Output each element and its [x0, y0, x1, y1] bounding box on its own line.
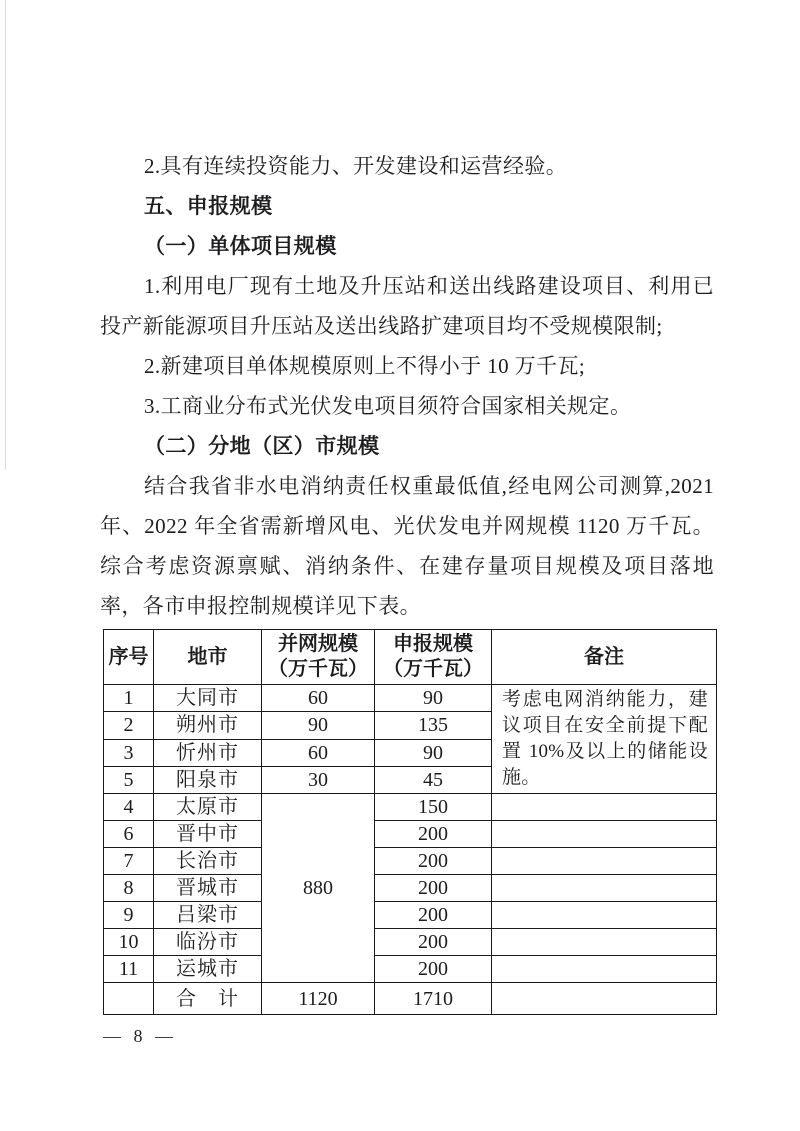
subsection-heading-2-regional-scale: （二）分地（区）市规模: [144, 434, 380, 458]
table-row-linfen: [104, 929, 717, 956]
header-cell-grid-scale: [262, 630, 375, 685]
remark-note-cell: 考虑电网消纳能力，建议项目在安全前提下配置 10%及以上的储能设施。: [492, 685, 717, 794]
cell-remark-empty: [492, 902, 717, 929]
cell-no: 10: [104, 929, 154, 956]
cell-no: 3: [104, 739, 154, 766]
cell-no: 7: [104, 848, 154, 875]
cell-no-empty: [104, 983, 154, 1015]
cell-city: 朔州市: [154, 712, 262, 739]
cell-apply: 150: [375, 794, 492, 821]
table-row-datong: [104, 685, 717, 712]
cell-city: 运城市: [154, 956, 262, 983]
subsection-heading-1-single-project-scale: （一）单体项目规模: [144, 234, 337, 258]
header-apply-unit: （万千瓦）: [383, 658, 483, 680]
header-grid-title: 并网规模: [278, 633, 358, 655]
cell-city: 大同市: [154, 685, 262, 712]
table-row-yuncheng: [104, 956, 717, 983]
cell-apply: 135: [375, 712, 492, 739]
cell-remark-empty: [492, 983, 717, 1015]
table-row-lvliang: [104, 902, 717, 929]
table-header-row: [104, 630, 717, 685]
cell-city: 太原市: [154, 794, 262, 821]
cell-no: 2: [104, 712, 154, 739]
cell-apply: 45: [375, 766, 492, 793]
cell-remark-empty: [492, 848, 717, 875]
cell-no: 5: [104, 766, 154, 793]
cell-total-label: 合 计: [154, 983, 262, 1015]
cell-apply: 200: [375, 902, 492, 929]
cell-no: 9: [104, 902, 154, 929]
cell-no: 4: [104, 794, 154, 821]
scan-artifact-line: [5, 0, 6, 470]
header-cell-remark: 备注: [492, 630, 717, 685]
cell-apply: 90: [375, 739, 492, 766]
cell-apply: 200: [375, 929, 492, 956]
paragraph-item1-existing-plant: 1.利用电厂现有土地及升压站和送出线路建设项目、利用已投产新能源项目升压站及送出线路扩建项目均不受规模限制;: [100, 274, 714, 338]
cell-city: 忻州市: [154, 739, 262, 766]
table-row-total: [104, 983, 717, 1015]
paragraph-investment-capability: 2.具有连续投资能力、开发建设和运营经验。: [144, 154, 568, 178]
document-body: [100, 146, 714, 1015]
paragraph-item2-min-scale: 2.新建项目单体规模原则上不得小于 10 万千瓦;: [144, 354, 586, 378]
section-heading-5-declaration-scale: 五、申报规模: [144, 194, 273, 218]
cell-city: 晋城市: [154, 875, 262, 902]
cell-total-apply: 1710: [375, 983, 492, 1015]
header-apply-title: 申报规模: [393, 633, 473, 655]
cell-city: 阳泉市: [154, 766, 262, 793]
city-quota-table: [103, 629, 717, 1015]
page-number: — 8 —: [103, 1026, 174, 1046]
table-row-taiyuan: [104, 794, 717, 821]
cell-apply: 200: [375, 875, 492, 902]
cell-remark-empty: [492, 929, 717, 956]
cell-apply: 200: [375, 956, 492, 983]
cell-no: 1: [104, 685, 154, 712]
merged-grid-total-cell: 880: [262, 794, 375, 983]
cell-city: 吕梁市: [154, 902, 262, 929]
table-row-jincheng: [104, 875, 717, 902]
cell-apply: 200: [375, 821, 492, 848]
cell-apply: 200: [375, 848, 492, 875]
paragraph-item3-distributed-pv: 3.工商业分布式光伏发电项目须符合国家相关规定。: [144, 394, 632, 418]
cell-grid: 90: [262, 712, 375, 739]
cell-city: 长治市: [154, 848, 262, 875]
cell-remark-empty: [492, 794, 717, 821]
paragraph-regional-scale-intro: 结合我省非水电消纳责任权重最低值,经电网公司测算,2021 年、2022 年全省需新增风电、光伏发电并网规模 1120 万千瓦。综合考虑资源禀赋、消纳条件、在建存量项目规模及项目落地率，各市申报控制规模详见下表。: [100, 474, 714, 618]
cell-city: 晋中市: [154, 821, 262, 848]
header-cell-apply-scale: [375, 630, 492, 685]
cell-remark-empty: [492, 956, 717, 983]
cell-no: 8: [104, 875, 154, 902]
header-cell-no: 序号: [104, 630, 154, 685]
cell-remark-empty: [492, 821, 717, 848]
header-grid-unit: （万千瓦）: [268, 658, 368, 680]
cell-grid: 60: [262, 739, 375, 766]
cell-grid: 30: [262, 766, 375, 793]
cell-no: 6: [104, 821, 154, 848]
cell-total-grid: 1120: [262, 983, 375, 1015]
cell-grid: 60: [262, 685, 375, 712]
cell-remark-empty: [492, 875, 717, 902]
table-row-changzhi: [104, 848, 717, 875]
cell-apply: 90: [375, 685, 492, 712]
cell-no: 11: [104, 956, 154, 983]
table-row-jinzhong: [104, 821, 717, 848]
header-cell-city: 地市: [154, 630, 262, 685]
cell-city: 临汾市: [154, 929, 262, 956]
